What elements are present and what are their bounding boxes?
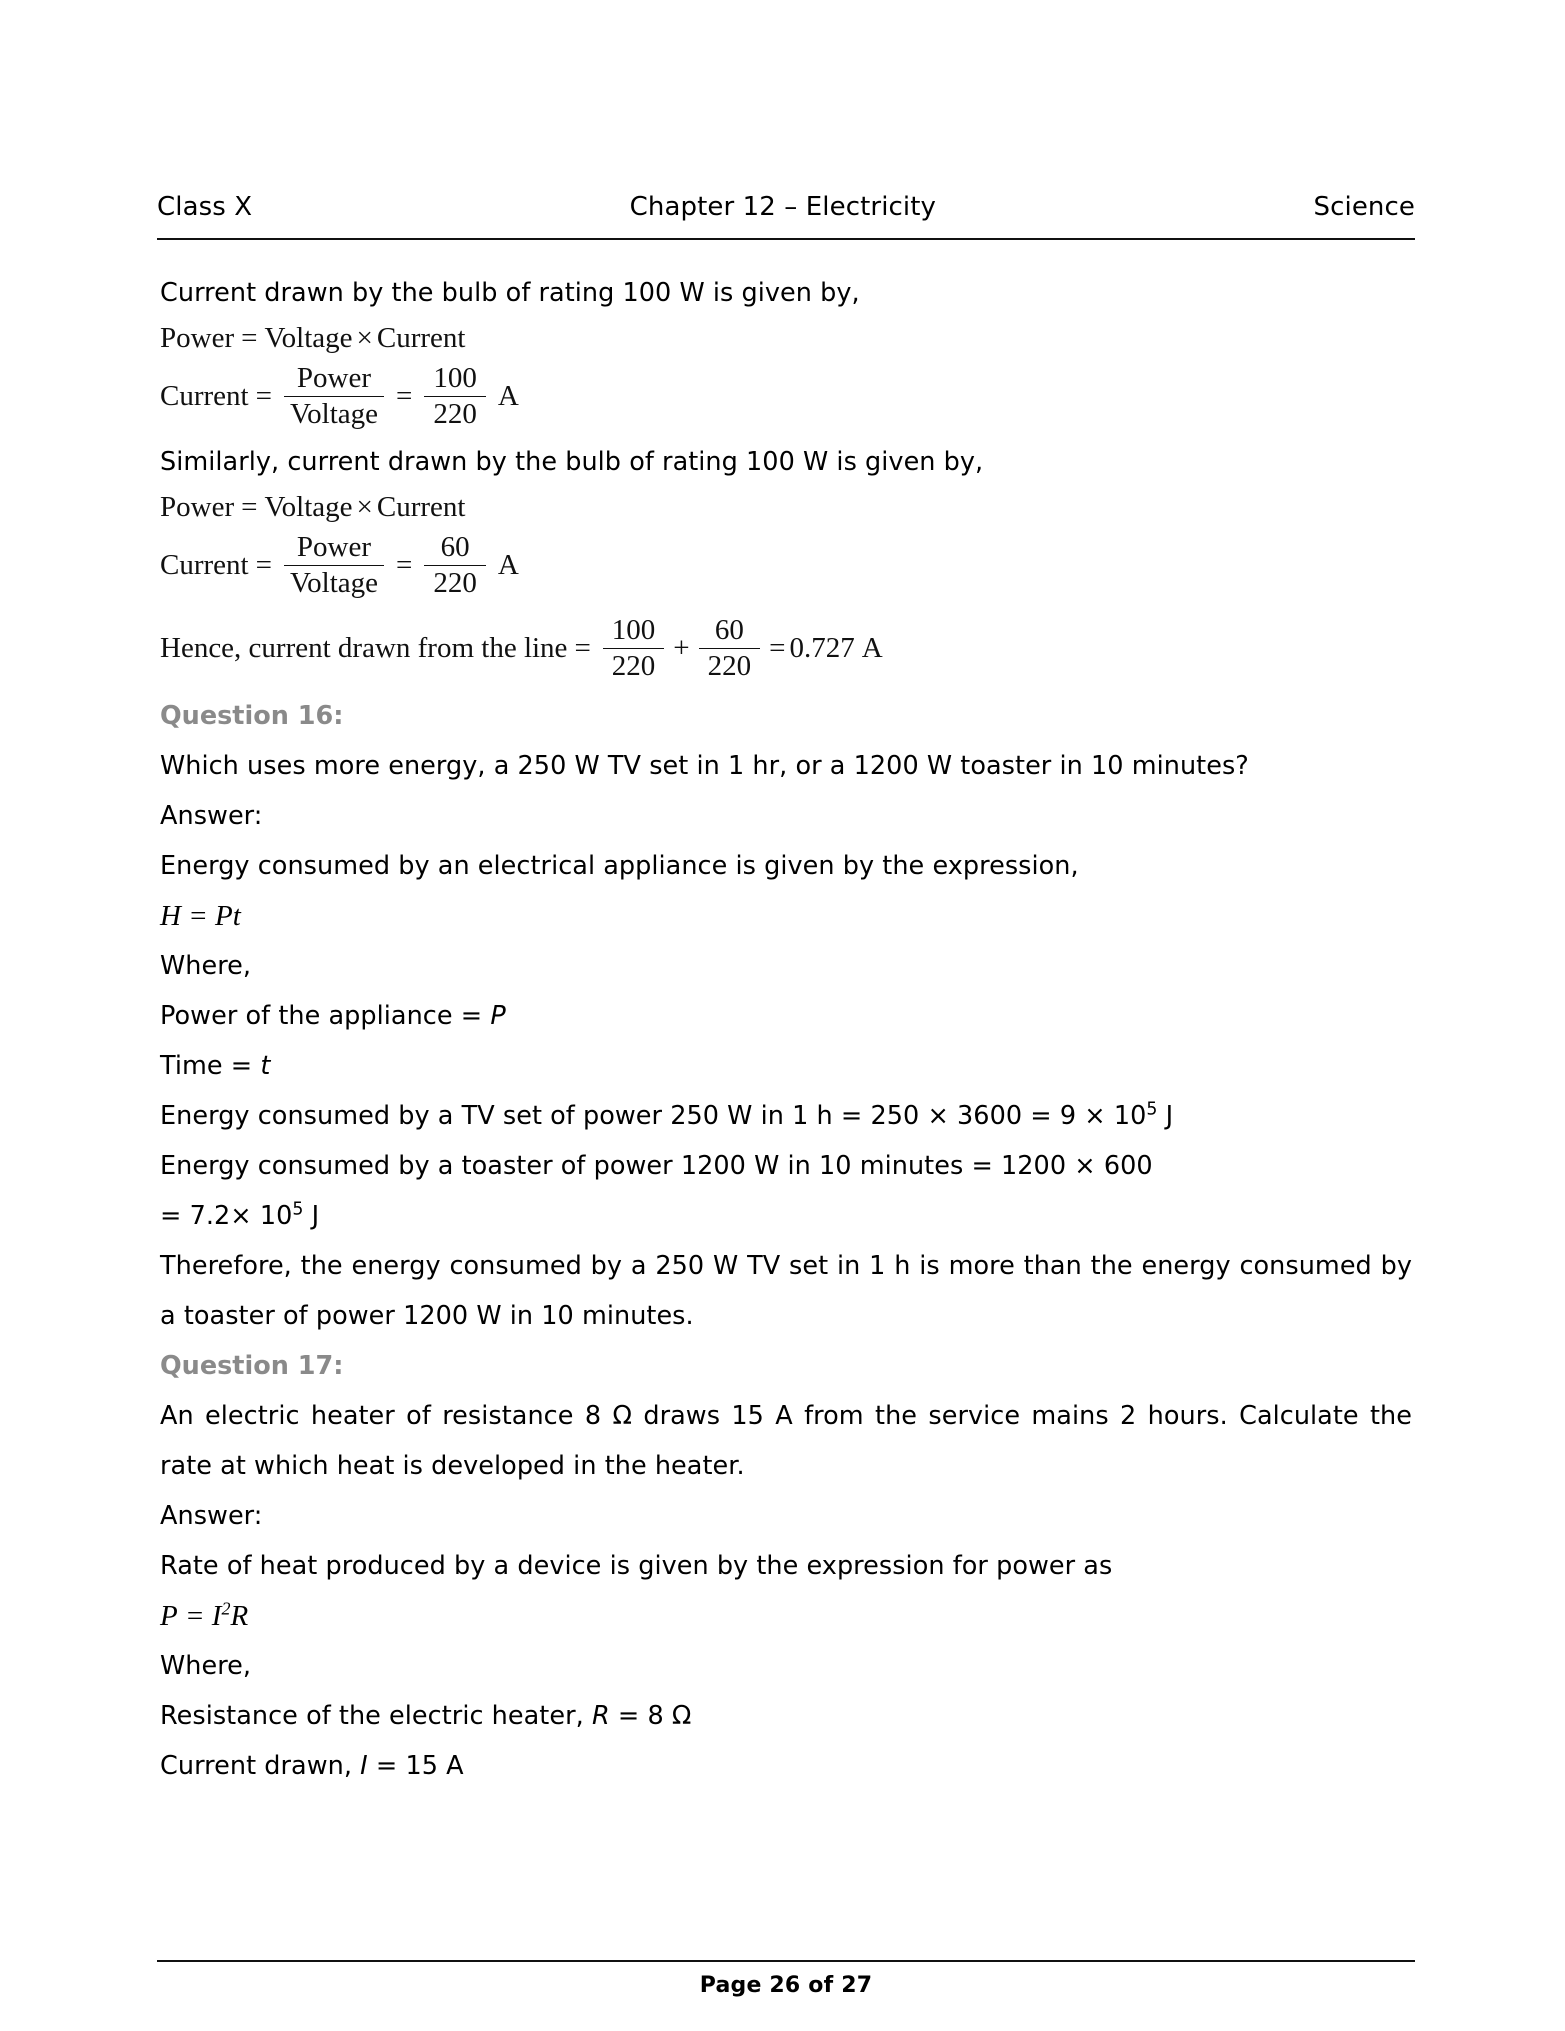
where-time-symbol: t xyxy=(260,1051,271,1082)
header-chapter-title: Chapter 12 – Electricity xyxy=(629,192,937,222)
question-17-resistance-line xyxy=(160,1691,1412,1741)
question-16-where-time xyxy=(160,1041,1412,1091)
formula-H-symbol: H xyxy=(160,900,181,933)
current-value: = 15 A xyxy=(367,1751,464,1782)
question-16-where-power xyxy=(160,991,1412,1041)
eq5-denominator-220: 220 xyxy=(603,648,665,682)
eq5-numerator-60: 60 xyxy=(714,613,744,646)
eq4-fraction-60-220 xyxy=(424,532,486,598)
formula-heat-energy xyxy=(160,891,1412,941)
question-16-calc-toaster: Energy consumed by a toaster of power 1200 W in 10 minutes = 1200 × 600 xyxy=(160,1151,1153,1182)
calc-tv-exponent: 5 xyxy=(1146,1099,1158,1120)
eq1-equals-sign: = xyxy=(241,322,258,354)
footer-page-number: Page 26 of 27 xyxy=(699,1973,873,1998)
resistance-symbol: R xyxy=(591,1701,610,1732)
page-header xyxy=(157,192,1415,223)
eq2-numerator-100: 100 xyxy=(433,362,477,394)
current-text: Current drawn, xyxy=(160,1751,361,1782)
eq2-equals-sign-1: = xyxy=(255,379,272,412)
eq5-denominator-220b: 220 xyxy=(699,648,761,682)
text-similarly-60w: Similarly, current drawn by the bulb of rating 100 W is given by, xyxy=(160,447,984,478)
footer-divider xyxy=(157,1960,1415,1962)
eq5-fraction-100-220 xyxy=(603,615,665,681)
header-divider xyxy=(157,238,1415,240)
question-16-calc-tv xyxy=(160,1091,1412,1141)
formula-H-rhs: Pt xyxy=(215,900,241,933)
question-16-conclusion: Therefore, the energy consumed by a 250 W TV set in 1 h is more than the energy consumed by a toaster of power 1200 W in 10 minutes. xyxy=(160,1251,1412,1332)
question-17-heading: Question 17: xyxy=(160,1351,344,1382)
eq2-denominator-220: 220 xyxy=(424,396,486,430)
calc-toaster-result-unit: J xyxy=(303,1201,320,1232)
formula-P-equals: = xyxy=(184,1600,205,1633)
formula-H-equals: = xyxy=(188,900,208,933)
eq4-equals-sign-2: = xyxy=(396,549,413,582)
page-content xyxy=(160,268,1412,1791)
equation-hence-line-current xyxy=(160,615,1412,681)
eq3-power-label: Power xyxy=(160,491,235,524)
eq2-current-label: Current xyxy=(160,379,249,412)
calc-toaster-result-exponent: 5 xyxy=(292,1199,304,1220)
equation-power-voltage-current-1 xyxy=(160,324,1412,353)
eq1-voltage-label: Voltage xyxy=(264,322,353,354)
resistance-value: = 8 Ω xyxy=(609,1701,692,1732)
resistance-text: Resistance of the electric heater, xyxy=(160,1701,592,1732)
eq4-equals-sign-1: = xyxy=(255,549,272,582)
eq2-fraction-power-voltage xyxy=(284,363,384,429)
question-17-current-line xyxy=(160,1741,1412,1791)
formula-P-exponent: 2 xyxy=(221,1598,231,1619)
calc-tv-text: Energy consumed by a TV set of power 250 W in 1 h = 250 × 3600 = 9 × 10 xyxy=(160,1101,1147,1132)
current-symbol: I xyxy=(360,1751,368,1782)
eq2-numerator-power: Power xyxy=(296,362,372,394)
header-subject-label: Science xyxy=(1313,192,1415,222)
formula-power-i-squared-r xyxy=(160,1591,1412,1641)
eq3-voltage-label: Voltage xyxy=(264,491,353,524)
eq5-hence-label: Hence, current drawn from the line xyxy=(160,631,568,664)
eq2-fraction-100-220 xyxy=(424,363,486,429)
formula-P-resistance-symbol: R xyxy=(230,1600,249,1633)
eq4-numerator-power: Power xyxy=(296,531,372,564)
equation-current-100-over-220 xyxy=(160,363,1412,429)
formula-P-current-symbol: I xyxy=(211,1600,222,1633)
eq1-times-sign: × xyxy=(356,322,373,354)
question-16-intro: Energy consumed by an electrical appliance is given by the expression, xyxy=(160,851,1079,882)
question-17-where-label: Where, xyxy=(160,1651,252,1682)
eq4-current-label: Current xyxy=(160,549,249,582)
question-16-heading: Question 16: xyxy=(160,701,344,732)
eq5-equals-sign-2: = xyxy=(769,631,786,664)
question-16-where-label: Where, xyxy=(160,951,252,982)
eq4-fraction-power-voltage xyxy=(284,532,384,598)
where-power-symbol: P xyxy=(490,1001,506,1032)
eq4-numerator-60: 60 xyxy=(440,531,470,564)
eq5-result-value: 0.727 xyxy=(789,631,855,664)
formula-P-symbol: P xyxy=(160,1600,178,1633)
eq2-unit-ampere: A xyxy=(497,379,519,412)
eq2-denominator-voltage: Voltage xyxy=(284,396,384,430)
question-16-calc-toaster-result xyxy=(160,1191,1412,1241)
eq1-current-label: Current xyxy=(376,322,466,354)
where-power-text: Power of the appliance = xyxy=(160,1001,491,1032)
question-16-prompt: Which uses more energy, a 250 W TV set in 1 hr, or a 1200 W toaster in 10 minutes? xyxy=(160,751,1249,782)
question-17-prompt: An electric heater of resistance 8 Ω draws 15 A from the service mains 2 hours. Calculate the rate at which heat is developed in the heater. xyxy=(160,1401,1412,1482)
question-16-answer-label: Answer: xyxy=(160,801,263,832)
question-17-intro: Rate of heat produced by a device is given by the expression for power as xyxy=(160,1551,1113,1582)
eq5-unit-ampere: A xyxy=(861,631,883,664)
eq4-denominator-voltage: Voltage xyxy=(284,565,384,599)
eq5-equals-sign-1: = xyxy=(574,631,591,664)
eq5-plus-sign: + xyxy=(673,631,690,664)
calc-tv-unit: J xyxy=(1157,1101,1174,1132)
equation-current-60-over-220 xyxy=(160,532,1412,598)
eq5-numerator-100: 100 xyxy=(611,613,656,646)
eq3-current-label: Current xyxy=(376,491,466,524)
where-time-text: Time = xyxy=(160,1051,261,1082)
equation-power-voltage-current-2 xyxy=(160,493,1412,522)
eq3-equals-sign: = xyxy=(241,491,258,524)
eq2-equals-sign-2: = xyxy=(396,379,413,412)
eq5-fraction-60-220 xyxy=(699,615,761,681)
eq4-unit-ampere: A xyxy=(497,549,519,582)
header-class-label: Class X xyxy=(157,192,253,222)
text-current-100w: Current drawn by the bulb of rating 100 W is given by, xyxy=(160,278,860,308)
eq3-times-sign: × xyxy=(356,491,373,524)
eq4-denominator-220: 220 xyxy=(424,565,486,599)
eq1-power-label: Power xyxy=(160,322,235,354)
question-17-answer-label: Answer: xyxy=(160,1501,263,1532)
calc-toaster-result-text: = 7.2× 10 xyxy=(160,1201,293,1232)
